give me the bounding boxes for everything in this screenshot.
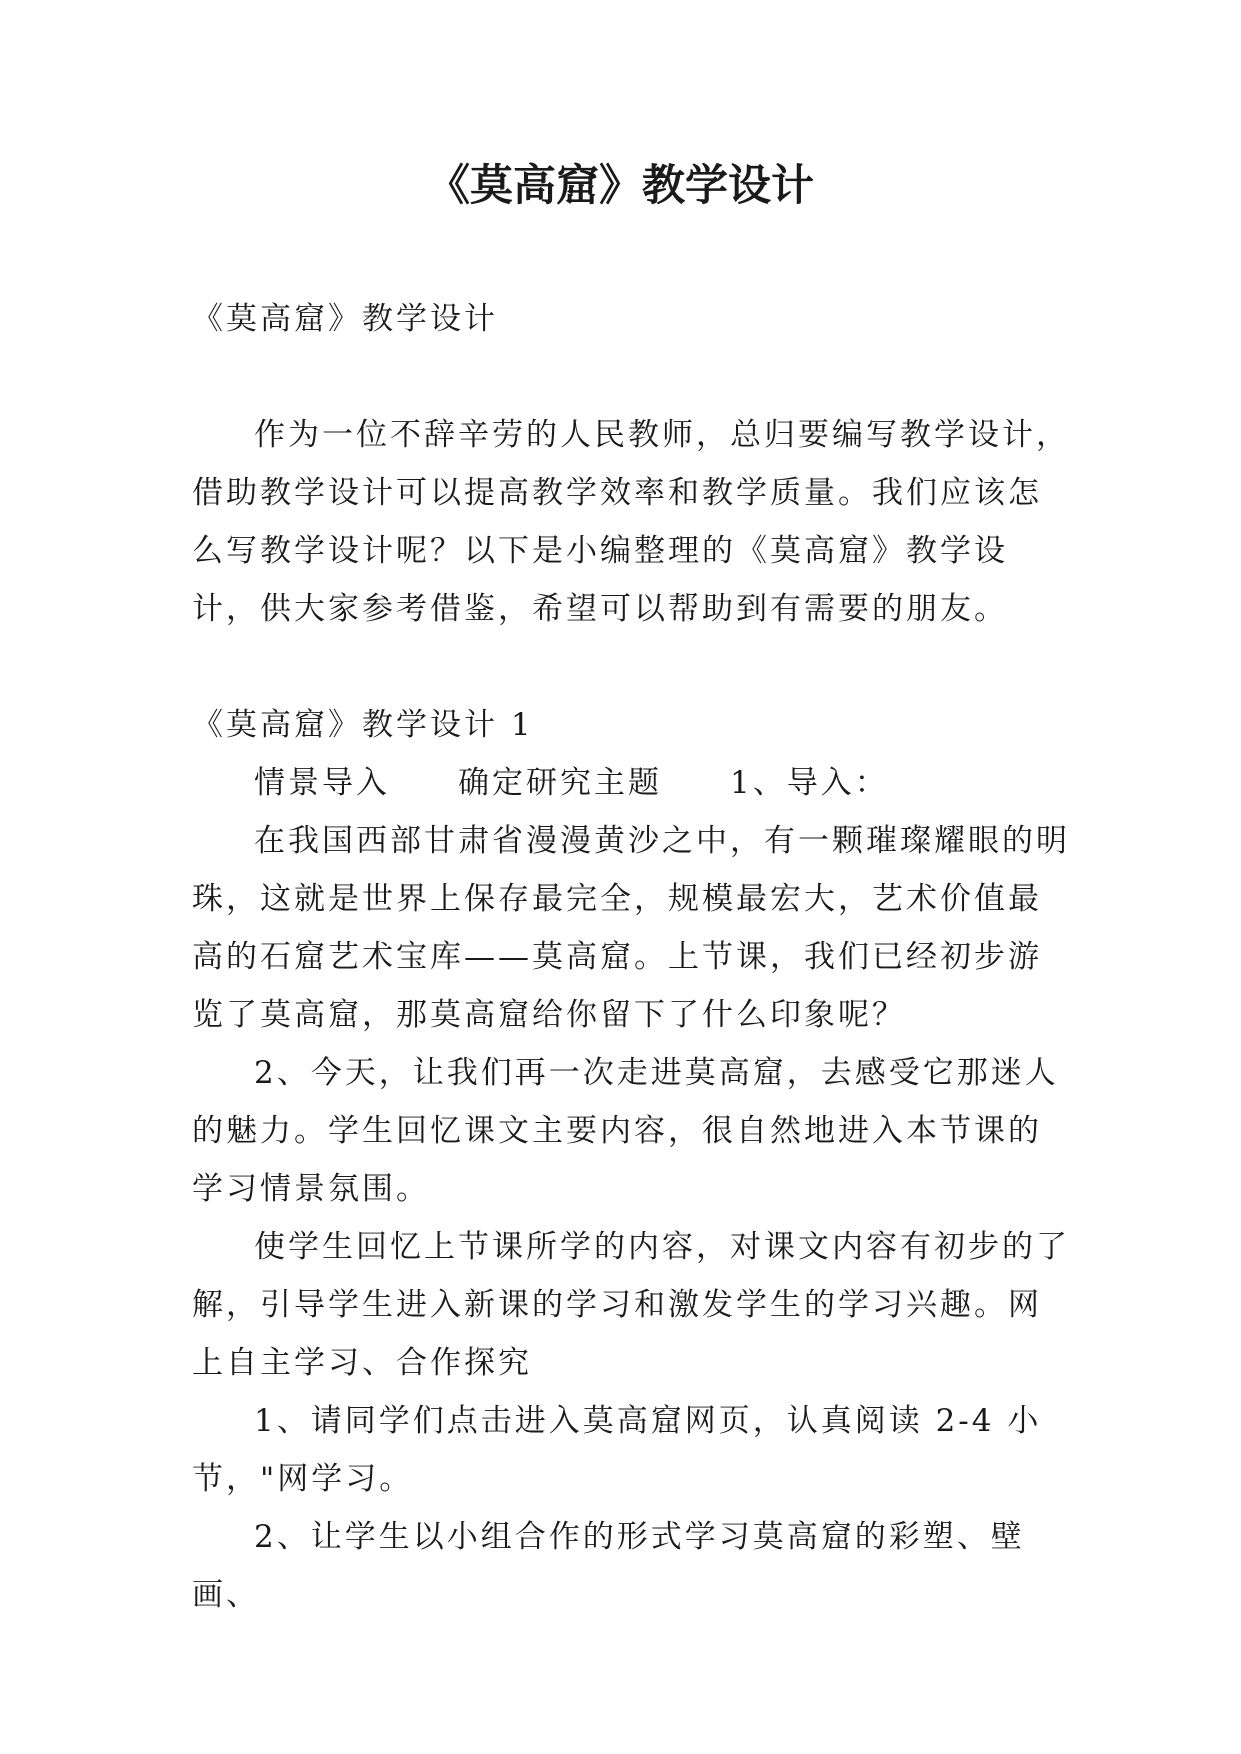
document-title: 《莫高窟》教学设计 [427,161,814,211]
document-subtitle: 《莫高窟》教学设计 [192,301,498,337]
document-body [192,290,1072,1624]
body-paragraph: 使学生回忆上节课所学的内容，对课文内容有初步的了解，引导学生进入新课的学习和激发学生的学习兴趣。网上自主学习、合作探究 [192,1229,1070,1381]
section-step-line: 情景导入 确定研究主题 1、导入： [254,765,889,801]
body-paragraph: 在我国西部甘肃省漫漫黄沙之中，有一颗璀璨耀眼的明珠，这就是世界上保存最完全，规模最宏大，艺术价值最高的石窟艺术宝库——莫高窟。上节课，我们已经初步游览了莫高窟，那莫高窟给你留下了什么印象呢？ [192,823,1070,1033]
intro-paragraph: 作为一位不辞辛劳的人民教师，总归要编写教学设计，借助教学设计可以提高教学效率和教学质量。我们应该怎么写教学设计呢？以下是小编整理的《莫高窟》教学设计，供大家参考借鉴，希望可以帮助到有需要的朋友。 [192,417,1070,627]
body-paragraph: 2、让学生以小组合作的形式学习莫高窟的彩塑、壁画、 [192,1519,1025,1613]
body-paragraph: 2、今天，让我们再一次走进莫高窟，去感受它那迷人的魅力。学生回忆课文主要内容，很自然地进入本节课的学习情景氛围。 [192,1055,1059,1207]
section-heading: 《莫高窟》教学设计 1 [192,707,534,743]
body-paragraph: 1、请同学们点击进入莫高窟网页，认真阅读 2-4 小节，"网学习。 [192,1403,1042,1497]
